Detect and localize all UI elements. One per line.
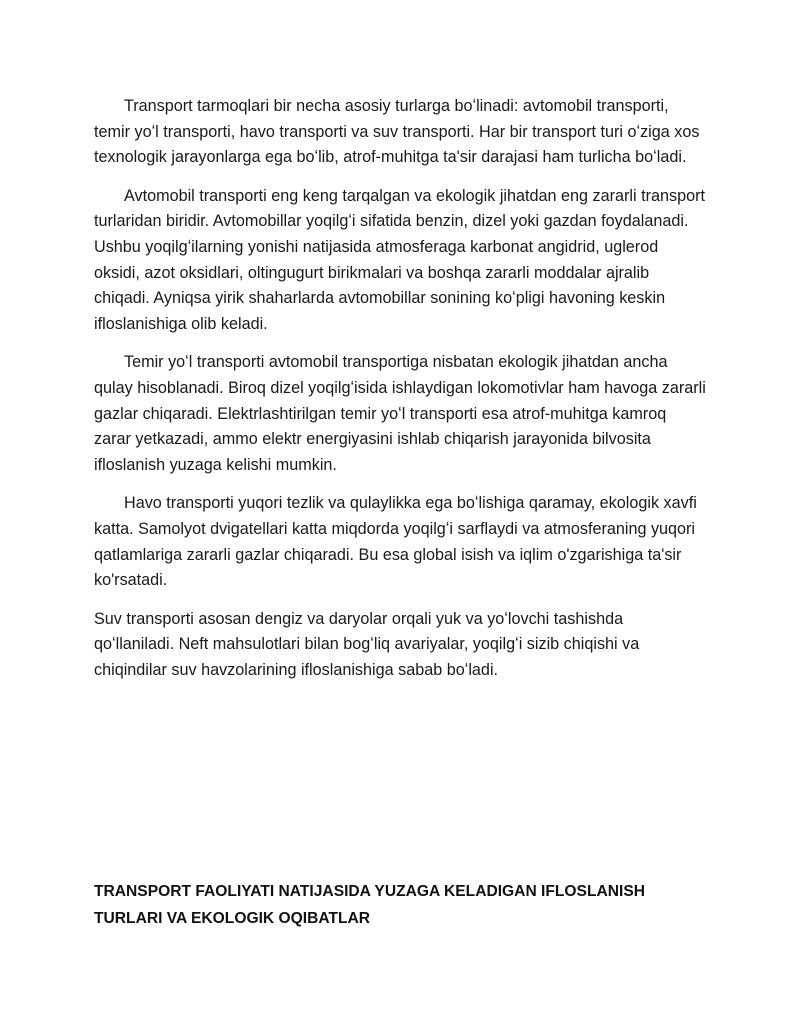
paragraph-transport-types: Transport tarmoqlari bir necha asosiy turlarga boʻlinadi: avtomobil transporti, temir yoʻl transporti, havo transporti va suv transporti. Har bir transport turi oʻziga xos texnologik jarayonlarga ega boʻlib, atrof-muhitga ta'sir darajasi ham turlicha boʻladi. <box>94 97 700 167</box>
paragraph-rail-transport: Temir yoʻl transporti avtomobil transportiga nisbatan ekologik jihatdan ancha qulay hisoblanadi. Biroq dizel yoqilgʻisida ishlaydigan lokomotivlar ham havoga zararli gazlar chiqaradi. Elektrlashtirilgan temir yoʻl transporti esa atrof-muhitga kamroq zarar yetkazadi, ammo elektr energiyasini ishlab chiqarish jarayonida bilvosita ifloslanish yuzaga kelishi mumkin. <box>94 353 706 474</box>
paragraph-air-transport: Havo transporti yuqori tezlik va qulaylikka ega boʻlishiga qaramay, ekologik xavfi katta. Samolyot dvigatellari katta miqdorda yoqilgʻi sarflaydi va atmosferaning yuqori qatlamlariga zararli gazlar chiqaradi. Bu esa global isish va iqlim o'zgarishiga ta'sir ko'rsatadi. <box>94 494 697 590</box>
paragraph-water-transport: Suv transporti asosan dengiz va daryolar orqali yuk va yoʻlovchi tashishda qoʻllaniladi. Neft mahsulotlari bilan bogʻliq avariyalar, yoqilgʻi sizib chiqishi va chiqindilar suv havzolarining ifloslanishiga sabab boʻladi. <box>94 609 640 679</box>
document-body <box>94 94 706 696</box>
paragraph-road-transport: Avtomobil transporti eng keng tarqalgan va ekologik jihatdan eng zararli transport turlaridan biridir. Avtomobillar yoqilgʻi sifatida benzin, dizel yoki gazdan foydalanadi. Ushbu yoqilgʻilarning yonishi natijasida atmosferaga karbonat angidrid, uglerod oksidi, azot oksidlari, oltingugurt birikmalari va boshqa zararli moddalar ajralib chiqadi. Ayniqsa yirik shaharlarda avtomobillar sonining koʻpligi havoning keskin ifloslanishiga olib keladi. <box>94 186 705 333</box>
section-heading: TRANSPORT FAOLIYATI NATIJASIDA YUZAGA KELADIGAN IFLOSLANISH TURLARI VA EKOLOGIK OQIBATLAR <box>94 883 645 927</box>
